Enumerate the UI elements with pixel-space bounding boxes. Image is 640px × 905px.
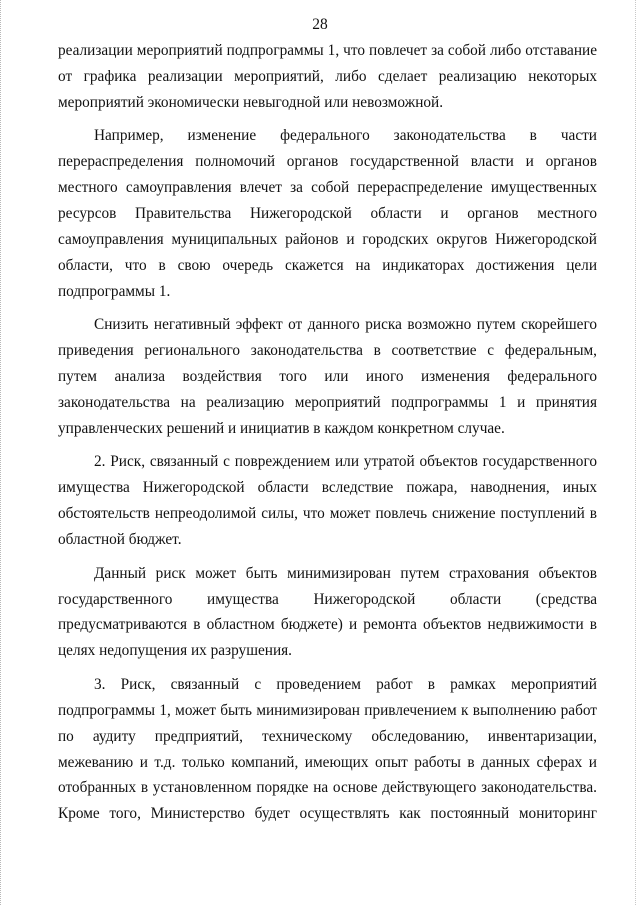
text-line: предусматриваются в областном бюджете) и ремонта объектов недвижимости в: [58, 616, 597, 634]
paragraph-2: [58, 123, 597, 304]
text-line: управленческих решений и инициатив в каждом конкретном случае.: [58, 419, 505, 437]
document-body: [58, 38, 597, 827]
text-line: области, что в свою очередь скажется на индикаторах достижения цели: [58, 256, 597, 274]
text-line: областной бюджет.: [58, 531, 182, 549]
page-number: 28: [312, 16, 328, 33]
text-line: подпрограммы 1, может быть минимизирован привлечением к выполнению работ: [58, 701, 597, 719]
text-line: 3. Риск, связанный с проведением работ в рамках мероприятий: [94, 675, 597, 693]
scan-edge-left: [0, 0, 2, 905]
text-line: законодательства на реализацию мероприятий подпрограммы 1 и принятия: [58, 393, 597, 411]
text-line: по аудиту предприятий, техническому обследованию, инвентаризации,: [58, 727, 597, 745]
text-line: от графика реализации мероприятий, либо сделает реализацию некоторых: [58, 67, 597, 85]
text-line: Например, изменение федерального законодательства в части: [94, 127, 597, 145]
text-line: путем анализа воздействия того или иного изменения федерального: [58, 368, 597, 386]
text-line: мероприятий экономически невыгодной или невозможной.: [58, 93, 444, 111]
text-line: подпрограммы 1.: [58, 282, 171, 300]
text-line: местного самоуправления влечет за собой перераспределение имущественных: [58, 179, 597, 197]
text-line: межеванию и т.д. только компаний, имеющих опыт работы в данных сферах и: [58, 753, 597, 771]
text-line: целях недопущения их разрушения.: [58, 642, 292, 660]
text-line: Снизить негативный эффект от данного риска возможно путем скорейшего: [94, 316, 597, 334]
text-line: перераспределения полномочий органов государственной власти и органов: [58, 153, 597, 171]
text-line: имущества Нижегородской области вследствие пожара, наводнения, иных: [58, 479, 597, 497]
text-line: отобранных в установленном порядке на основе действующего законодательства.: [58, 779, 597, 797]
text-line: Кроме того, Министерство будет осуществлять как постоянный мониторинг: [58, 805, 597, 823]
paragraph-1: [58, 38, 597, 116]
text-line: приведения регионального законодательства в соответствие с федеральным,: [58, 342, 597, 360]
text-line: 2. Риск, связанный с повреждением или утратой объектов государственного: [94, 453, 597, 471]
text-line: Данный риск может быть минимизирован путем страхования объектов: [94, 564, 597, 582]
scan-edge-right: [634, 0, 636, 905]
paragraph-3: [58, 312, 597, 442]
paragraph-4: [58, 449, 597, 553]
text-line: обстоятельств непреодолимой силы, что может повлечь снижение поступлений в: [58, 505, 597, 523]
paragraph-5: [58, 561, 597, 665]
text-line: государственного имущества Нижегородской области (средства: [58, 590, 597, 608]
text-line: ресурсов Правительства Нижегородской области и органов местного: [58, 205, 597, 223]
text-line: реализации мероприятий подпрограммы 1, что повлечет за собой либо отставание: [58, 42, 597, 59]
text-line: самоуправления муниципальных районов и городских округов Нижегородской: [58, 230, 597, 248]
paragraph-6: [58, 672, 597, 827]
